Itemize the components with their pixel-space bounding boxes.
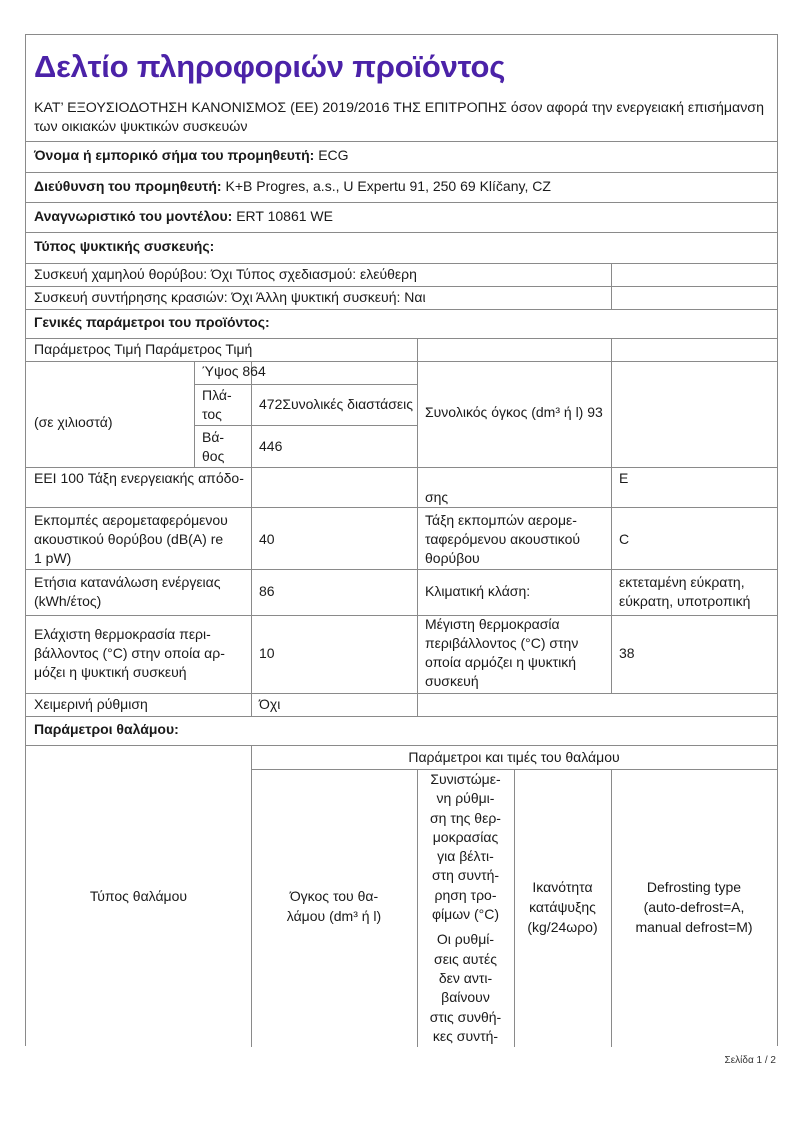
recommended-setting-line: βαίνουν [441,989,490,1006]
supplier-name-row [34,146,349,165]
noise-class-label-1: Τάξη εκπομπών αερομε- [425,512,577,528]
supplier-name-label: Όνομα ή εμπορικό σήμα του προμηθευτή: [34,147,315,163]
supplier-address-row [34,177,551,196]
supplier-address-label: Διεύθυνση του προμηθευτή: [34,178,222,194]
width-label-1: Πλά- [202,387,232,403]
defrost-type-header-1: Defrosting type [646,879,742,895]
col-divider [611,338,612,693]
winter-setting-label: Χειμερινή ρύθμιση [34,696,148,712]
noise-class-label-3: θορύβου [425,550,480,566]
recommended-setting-line: φίμων (°C) [431,906,500,923]
appliance-type-row-1: Συσκευή χαμηλού θορύβου: Όχι Τύπος σχεδιασμού: ελεύθερη [34,266,417,282]
col-divider [417,338,418,716]
recommended-setting-line: Οι ρυθμί- [436,931,495,948]
noise-class-value: C [619,531,630,547]
dimensions-label: (σε χιλιοστά) [34,414,113,430]
model-identifier-value: ERT 10861 WE [236,208,333,224]
model-identifier-row [34,207,333,226]
supplier-address-value: K+B Progres, a.s., U Expertu 91, 250 69 Klíčany, CZ [225,178,551,194]
climate-class-value-2: εύκρατη, υποτροπική [619,593,751,609]
row-divider [26,615,777,616]
row-divider [26,716,777,717]
max-temp-label-4: συσκευή [425,673,479,689]
product-information-sheet [25,34,778,1046]
min-temp-value: 10 [259,645,275,661]
col-divider [251,361,252,716]
recommended-setting-line: μοκρασίας [432,828,499,845]
min-temp-label-2: βάλλοντος (°C) στην οποία αρ- [34,645,225,661]
col-divider [194,361,195,467]
row-divider [26,263,777,264]
recommended-setting-header [417,770,514,1046]
freezing-capacity-header-3: (kg/24ωρο) [527,919,598,935]
recommended-setting-line: δεν αντι- [438,969,493,986]
depth-value: 446 [259,438,283,454]
recommended-setting-line: Συνιστώμε- [430,771,501,787]
recommended-setting-line: κες συντή- [432,1027,499,1044]
noise-label-2: ακουστικού θορύβου (dB(A) re [34,531,224,547]
row-divider [194,425,417,426]
model-identifier-label: Αναγνωριστικό του μοντέλου: [34,208,233,224]
row-divider [26,693,777,694]
row-divider [26,361,777,362]
compartment-volume-header-2: λάμου (dm³ ή l) [286,908,382,924]
recommended-setting-line: σεις αυτές [434,950,497,967]
row-divider [26,232,777,233]
row-divider [26,507,777,508]
width-value: 472Συνολικές διαστάσεις [259,396,413,412]
row-divider [26,467,777,468]
defrost-type-header-2: (auto-defrost=A, [643,899,745,915]
row-divider [26,745,777,746]
col-divider [611,263,612,309]
min-temp-label-3: μόζει η ψυκτική συσκευή [34,664,187,680]
energy-class-value: E [619,470,629,486]
supplier-name-value: ECG [318,147,349,163]
max-temp-value: 38 [619,645,635,661]
document-title: Δελτίο πληροφοριών προϊόντος [34,49,506,84]
climate-class-label: Κλιματική κλάση: [425,583,531,599]
recommended-setting-line: νη ρύθμι- [436,790,495,807]
recommended-setting-line: ση της θερ- [430,809,501,826]
compartment-heading: Παράμετροι θαλάμου: [34,721,179,737]
appliance-type-row-2: Συσκευή συντήρησης κρασιών: Όχι Άλλη ψυκτική συσκευή: Ναι [34,289,426,305]
row-divider [26,569,777,570]
eei-label-cont: σης [425,489,449,505]
freezing-capacity-header-1: Ικανότητα [532,879,593,895]
row-divider [26,309,777,310]
row-divider [26,172,777,173]
recommended-setting-line: για βέλτι- [437,848,494,865]
noise-label-1: Εκπομπές αερομεταφερόμενου [34,512,228,528]
depth-label-1: Βά- [202,429,225,445]
annual-energy-label-1: Ετήσια κατανάλωση ενέργειας [34,574,221,590]
noise-class-label-2: ταφερόμενου ακουστικού [425,531,581,547]
row-divider [26,338,777,339]
row-divider [26,141,777,142]
freezing-capacity-header-2: κατάψυξης [529,899,596,915]
climate-class-value-1: εκτεταμένη εύκρατη, [619,574,745,590]
compartment-type-header: Τύπος θαλάμου [89,888,188,904]
defrost-type-header-3: manual defrost=M) [635,919,753,935]
annual-energy-label-2: (kWh/έτος) [34,593,102,609]
noise-value: 40 [259,531,275,547]
max-temp-label-3: οποία αρμόζει η ψυκτική [425,654,576,670]
max-temp-label-2: περιβάλλοντος (°C) στην [425,635,579,651]
row-divider [26,202,777,203]
appliance-type-heading: Τύπος ψυκτικής συσκευής: [34,238,215,254]
row-divider [26,286,777,287]
height-value: Ύψος 864 [202,363,266,379]
max-temp-label-1: Μέγιστη θερμοκρασία [425,616,560,632]
noise-label-3: 1 pW) [34,550,72,566]
min-temp-label-1: Ελάχιστη θερμοκρασία περι- [34,626,211,642]
compartment-group-header: Παράμετροι και τιμές του θαλάμου [408,749,620,765]
row-divider [194,384,417,385]
general-parameters-heading: Γενικές παράμετροι του προϊόντος: [34,314,270,330]
width-label-2: τος [202,406,222,422]
eei-label: EEI 100 Τάξη ενεργειακής απόδο- [34,470,244,486]
winter-setting-value: Όχι [259,696,281,712]
total-volume: Συνολικός όγκος (dm³ ή l) 93 [425,404,603,420]
regulation-intro: ΚΑΤ’ ΕΞΟΥΣΙΟΔΟΤΗΣΗ ΚΑΝΟΝΙΣΜΟΣ (ΕΕ) 2019/2016 ΤΗΣ ΕΠΙΤΡΟΠΗΣ όσον αφορά την ενεργειακή επισήμανση των οικιακών ψυκτικών συσκευών [34,100,764,135]
compartment-volume-header-1: Όγκος του θα- [289,888,379,904]
depth-label-2: θος [202,448,225,464]
recommended-setting-line: στη συντή- [431,867,500,884]
recommended-setting-line: στις συνθή- [429,1008,502,1025]
annual-energy-value: 86 [259,583,275,599]
recommended-setting-line: ρηση τρο- [434,886,497,903]
general-header-row: Παράμετρος Τιμή Παράμετρος Τιμή [34,341,253,357]
page-number: Σελίδα 1 / 2 [724,1055,776,1066]
